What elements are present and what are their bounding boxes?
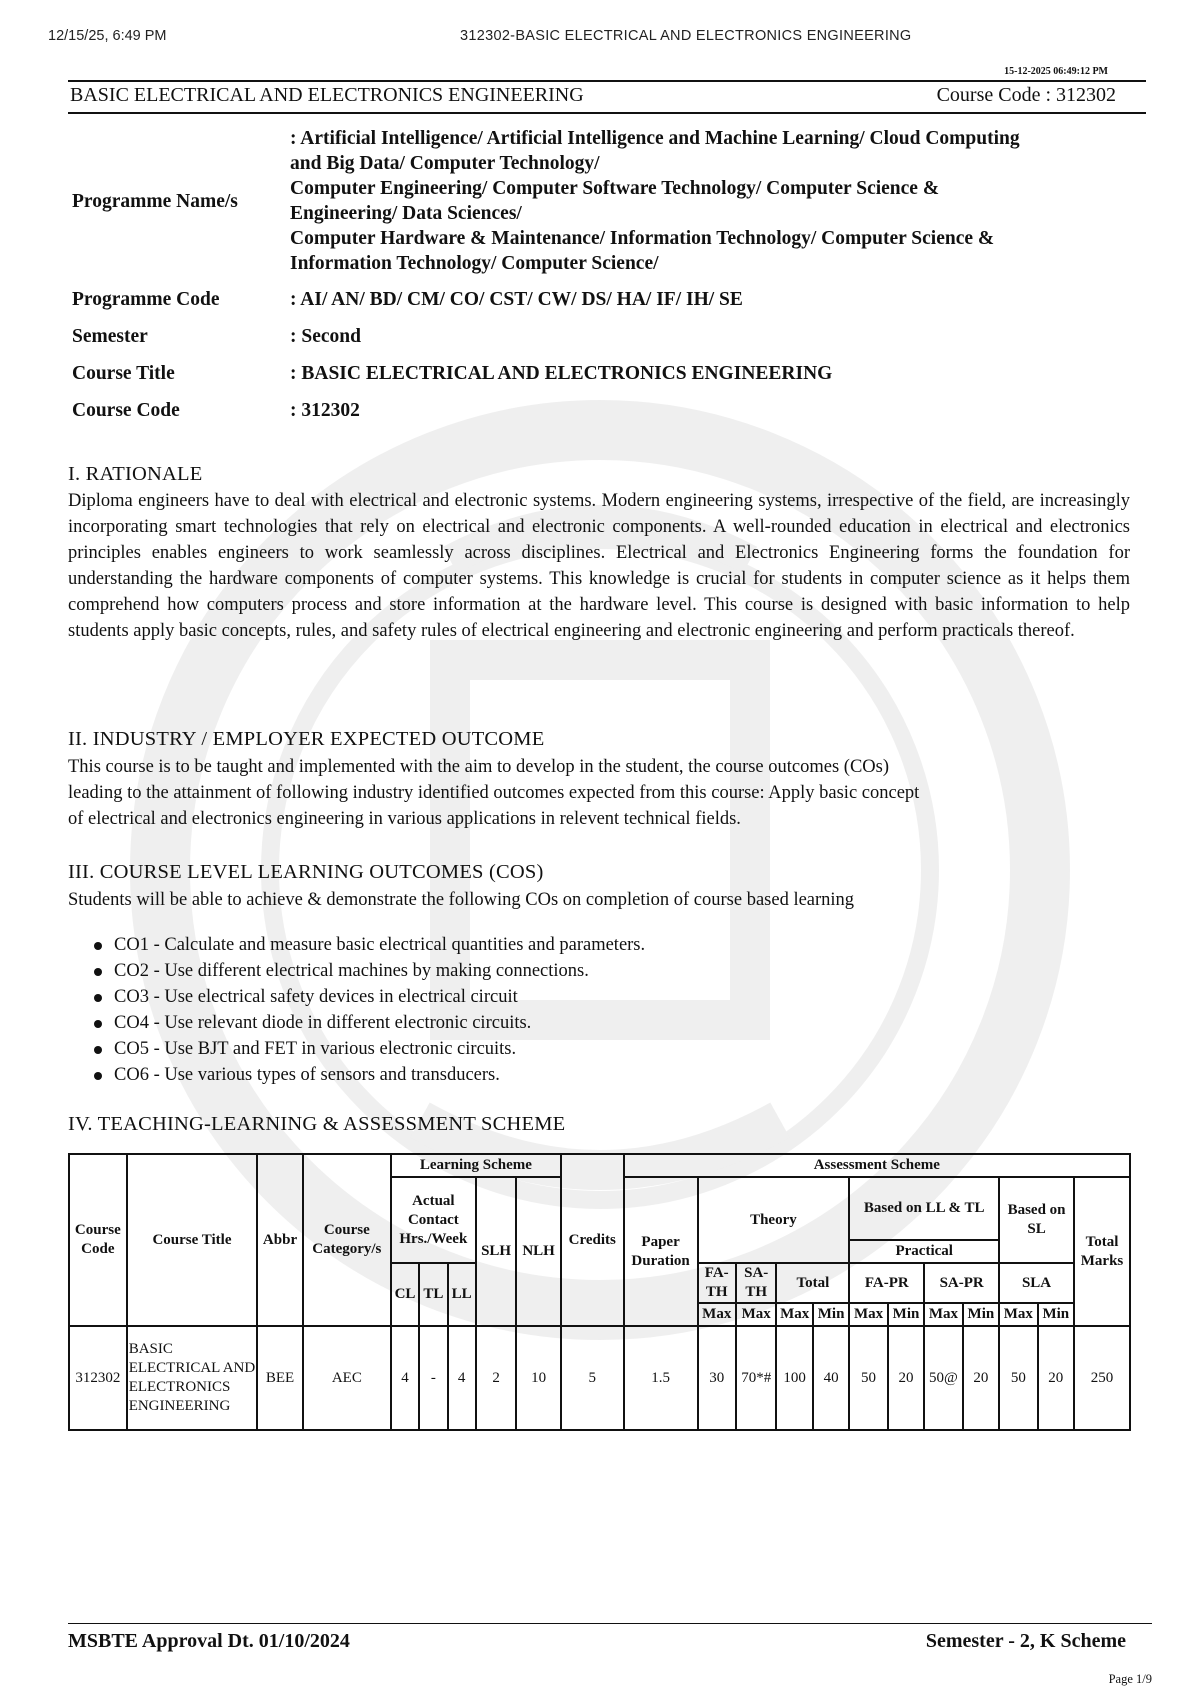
th-course-code: Course Code xyxy=(69,1154,127,1326)
programme-names-value xyxy=(290,121,1148,281)
course-header-title: BASIC ELECTRICAL AND ELECTRONICS ENGINEERING xyxy=(70,84,584,106)
programme-info-table xyxy=(68,121,1148,429)
course-header-code: Course Code : 312302 xyxy=(936,84,1116,106)
cell-total-marks: 250 xyxy=(1074,1326,1130,1430)
th-total-marks: Total Marks xyxy=(1074,1177,1130,1326)
course-header-bar xyxy=(68,80,1146,114)
th-min: Min xyxy=(1038,1303,1074,1326)
cell-abbr: BEE xyxy=(257,1326,303,1430)
semester-scheme: Semester - 2, K Scheme xyxy=(925,1630,1126,1652)
scheme-heading: IV. TEACHING-LEARNING & ASSESSMENT SCHEME xyxy=(68,1113,566,1135)
list-item: CO5 - Use BJT and FET in various electronic circuits. xyxy=(92,1036,645,1062)
semester-row xyxy=(68,318,1148,355)
industry-text xyxy=(68,754,1130,832)
programme-names-line: and Big Data/ Computer Technology/ xyxy=(290,153,600,174)
th-practical: Practical xyxy=(849,1240,999,1263)
course-title-label: Course Title xyxy=(72,363,175,384)
th-max: Max xyxy=(849,1303,887,1326)
th-min: Min xyxy=(813,1303,849,1326)
cell-fa-pr-min: 20 xyxy=(888,1326,924,1430)
th-tl: TL xyxy=(419,1263,447,1326)
programme-names-line: Engineering/ Data Sciences/ xyxy=(290,203,522,224)
th-credits: Credits xyxy=(561,1154,624,1326)
industry-heading: II. INDUSTRY / EMPLOYER EXPECTED OUTCOME xyxy=(68,728,545,750)
industry-text-line: of electrical and electronics engineering in various applications in relevent technical fields. xyxy=(68,809,741,829)
print-title: 312302-BASIC ELECTRICAL AND ELECTRONICS ENGINEERING xyxy=(460,28,912,44)
th-max: Max xyxy=(698,1303,736,1326)
programme-names-line: Information Technology/ Computer Science/ xyxy=(290,253,659,274)
course-outcomes-list xyxy=(92,932,645,1088)
programme-names-line: Computer Engineering/ Computer Software Technology/ Computer Science & xyxy=(290,178,940,199)
cell-nlh: 10 xyxy=(516,1326,561,1430)
table-row xyxy=(69,1326,1130,1430)
list-item: CO3 - Use electrical safety devices in electrical circuit xyxy=(92,984,645,1010)
programme-names-row xyxy=(68,121,1148,281)
th-min: Min xyxy=(963,1303,999,1326)
cell-course-code: 312302 xyxy=(69,1326,127,1430)
industry-text-line: leading to the attainment of following industry identified outcomes expected from this course: Apply basic concept xyxy=(68,783,920,803)
cell-total-min: 40 xyxy=(813,1326,849,1430)
th-max: Max xyxy=(924,1303,962,1326)
industry-text-line: This course is to be taught and implemented with the aim to develop in the student, the course outcomes (COs) xyxy=(68,757,890,777)
cell-ll: 4 xyxy=(448,1326,476,1430)
th-actual-contact: Actual Contact Hrs./Week xyxy=(391,1177,476,1263)
th-sa-pr: SA-PR xyxy=(924,1263,999,1303)
th-fa-pr: FA-PR xyxy=(849,1263,924,1303)
th-max: Max xyxy=(999,1303,1037,1326)
cell-tl: - xyxy=(419,1326,447,1430)
programme-names-label: Programme Name/s xyxy=(72,190,238,212)
th-assessment-scheme: Assessment Scheme xyxy=(624,1154,1130,1177)
approval-date: MSBTE Approval Dt. 01/10/2024 xyxy=(68,1630,350,1652)
th-fa-th: FA-TH xyxy=(698,1263,736,1303)
cell-credits: 5 xyxy=(561,1326,624,1430)
th-learning-scheme: Learning Scheme xyxy=(391,1154,561,1177)
programme-names-line: Computer Hardware & Maintenance/ Information Technology/ Computer Science & xyxy=(290,228,995,249)
th-theory: Theory xyxy=(698,1177,850,1263)
cell-sa-th-max: 70*# xyxy=(736,1326,776,1430)
th-paper-duration: Paper Duration xyxy=(624,1177,698,1326)
semester-value: : Second xyxy=(290,326,361,347)
course-code-label: Course Code xyxy=(72,400,180,421)
cell-cl: 4 xyxy=(391,1326,419,1430)
programme-code-row xyxy=(68,281,1148,318)
programme-code-value: : AI/ AN/ BD/ CM/ CO/ CST/ CW/ DS/ HA/ IF/ IH/ SE xyxy=(290,289,743,310)
generated-timestamp: 15-12-2025 06:49:12 PM xyxy=(1004,66,1108,77)
course-title-value: : BASIC ELECTRICAL AND ELECTRONICS ENGINEERING xyxy=(290,363,833,384)
cos-heading: III. COURSE LEVEL LEARNING OUTCOMES (COS) xyxy=(68,861,544,883)
cell-sa-pr-min: 20 xyxy=(963,1326,999,1430)
th-ll: LL xyxy=(448,1263,476,1326)
th-max: Max xyxy=(776,1303,812,1326)
th-course-title: Course Title xyxy=(127,1154,258,1326)
th-based-on-ll-tl: Based on LL & TL xyxy=(849,1177,999,1240)
th-based-on-sl: Based on SL xyxy=(999,1177,1074,1263)
cell-fa-pr-max: 50 xyxy=(849,1326,887,1430)
semester-label: Semester xyxy=(72,326,148,347)
cell-sa-pr-max: 50@ xyxy=(924,1326,962,1430)
th-nlh: NLH xyxy=(516,1177,561,1326)
print-header xyxy=(0,28,1200,48)
teaching-assessment-scheme-table xyxy=(68,1153,1131,1431)
programme-names-line: : Artificial Intelligence/ Artificial Intelligence and Machine Learning/ Cloud Computing xyxy=(290,128,1020,149)
cell-course-title: BASIC ELECTRICAL AND ELECTRONICS ENGINEERING xyxy=(127,1326,258,1430)
cell-category: AEC xyxy=(303,1326,391,1430)
course-title-row xyxy=(68,355,1148,392)
print-datetime: 12/15/25, 6:49 PM xyxy=(48,28,167,44)
th-slh: SLH xyxy=(476,1177,516,1326)
course-code-row xyxy=(68,392,1148,429)
list-item: CO6 - Use various types of sensors and transducers. xyxy=(92,1062,645,1088)
page-footer xyxy=(68,1623,1152,1654)
th-sa-th: SA-TH xyxy=(736,1263,776,1303)
th-course-category: Course Category/s xyxy=(303,1154,391,1326)
rationale-heading: I. RATIONALE xyxy=(68,463,203,485)
list-item: CO1 - Calculate and measure basic electrical quantities and parameters. xyxy=(92,932,645,958)
cell-slh: 2 xyxy=(476,1326,516,1430)
programme-code-label: Programme Code xyxy=(72,289,220,310)
cell-sla-min: 20 xyxy=(1038,1326,1074,1430)
course-code-value: : 312302 xyxy=(290,400,360,421)
th-cl: CL xyxy=(391,1263,419,1326)
cos-intro: Students will be able to achieve & demonstrate the following COs on completion of course based learning xyxy=(68,890,855,910)
list-item: CO4 - Use relevant diode in different electronic circuits. xyxy=(92,1010,645,1036)
th-min: Min xyxy=(888,1303,924,1326)
cell-paper-duration: 1.5 xyxy=(624,1326,698,1430)
list-item: CO2 - Use different electrical machines by making connections. xyxy=(92,958,645,984)
cell-total-max: 100 xyxy=(776,1326,812,1430)
page-number: Page 1/9 xyxy=(1108,1672,1152,1686)
th-max: Max xyxy=(736,1303,776,1326)
th-total: Total xyxy=(776,1263,849,1303)
th-sla: SLA xyxy=(999,1263,1074,1303)
th-abbr: Abbr xyxy=(257,1154,303,1326)
cell-sla-max: 50 xyxy=(999,1326,1037,1430)
rationale-text: Diploma engineers have to deal with electrical and electronic systems. Modern engineering systems, irrespective of the field, are increasingly incorporating smart technologies that rely on electrical and electronic components. A well-rounded education in electrical and electronics principles enables engineers to work seamlessly across disciplines. Electrical and Electronics Engineering forms the foundation for understanding the hardware components of computer systems. This knowledge is crucial for students in computer science as it helps them comprehend how computers process and store information at the hardware level. This course is designed with basic information to help students apply basic concepts, rules, and safety rules of electrical engineering and electronic engineering and perform practicals thereof. xyxy=(68,491,1130,641)
cell-fa-th-max: 30 xyxy=(698,1326,736,1430)
